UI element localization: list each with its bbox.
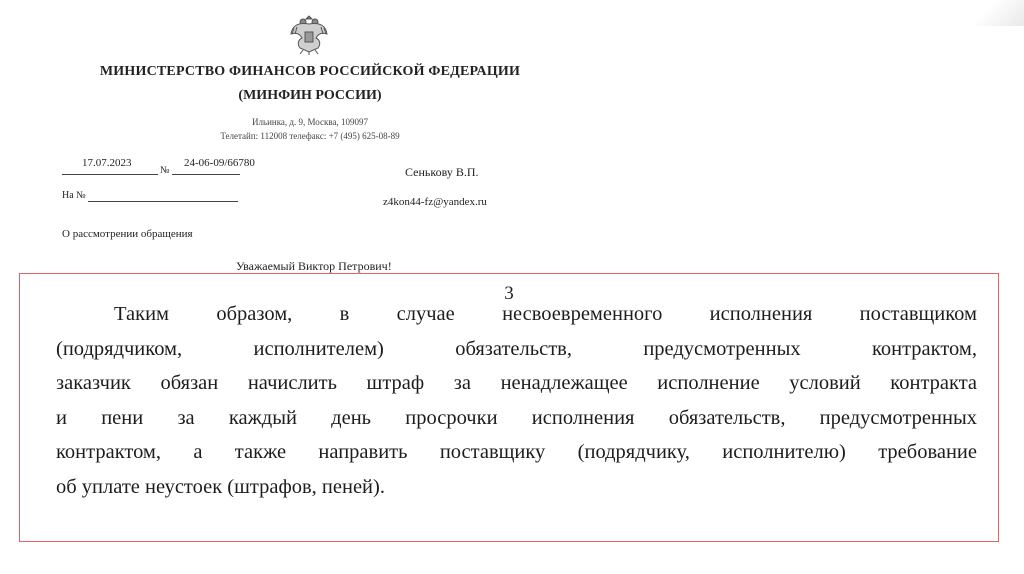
registration-number-underline [172,174,240,175]
letter-greeting: Уважаемый Виктор Петрович! [236,259,392,273]
registration-date-underline [62,174,158,175]
page-number: 3 [504,283,514,304]
excerpt-text [56,297,977,504]
excerpt-line: (подрядчиком, исполнителем) обязательств, предусмотренных контрактом, [56,337,977,360]
ministry-phone: Телетайп: 112008 телефакс: +7 (495) 625-08-89 [220,131,400,141]
coat-of-arms-icon [288,12,330,56]
recipient-name: Сенькову В.П. [405,165,479,179]
excerpt-line: Таким образом, в случае несвоевременного исполнения поставщиком [114,303,977,325]
page-corner-shade [960,0,1024,26]
recipient-email: z4kon44-fz@yandex.ru [383,196,487,208]
registration-number: 24-06-09/66780 [184,157,255,169]
reference-label: На № [62,190,86,201]
ministry-short-name: (МИНФИН РОССИИ) [238,88,382,103]
letter-subject: О рассмотрении обращения [62,228,193,240]
excerpt-line: контрактом, а также направить поставщику (подрядчику, исполнителю) требование [56,441,977,463]
ministry-address: Ильинка, д. 9, Москва, 109097 [251,117,369,127]
excerpt-line: заказчик обязан начислить штраф за ненадлежащее исполнение условий контракта [56,372,977,394]
ministry-name: МИНИСТЕРСТВО ФИНАНСОВ РОССИЙСКОЙ ФЕДЕРАЦИИ [99,64,521,79]
registration-date: 17.07.2023 [82,157,132,169]
excerpt-line: об уплате неустоек (штрафов, пеней). [56,475,385,498]
reference-underline [88,201,238,202]
highlighted-excerpt [19,273,999,542]
registration-number-sign: № [160,165,170,176]
excerpt-line: и пени за каждый день просрочки исполнения обязательств, предусмотренных [56,406,977,429]
